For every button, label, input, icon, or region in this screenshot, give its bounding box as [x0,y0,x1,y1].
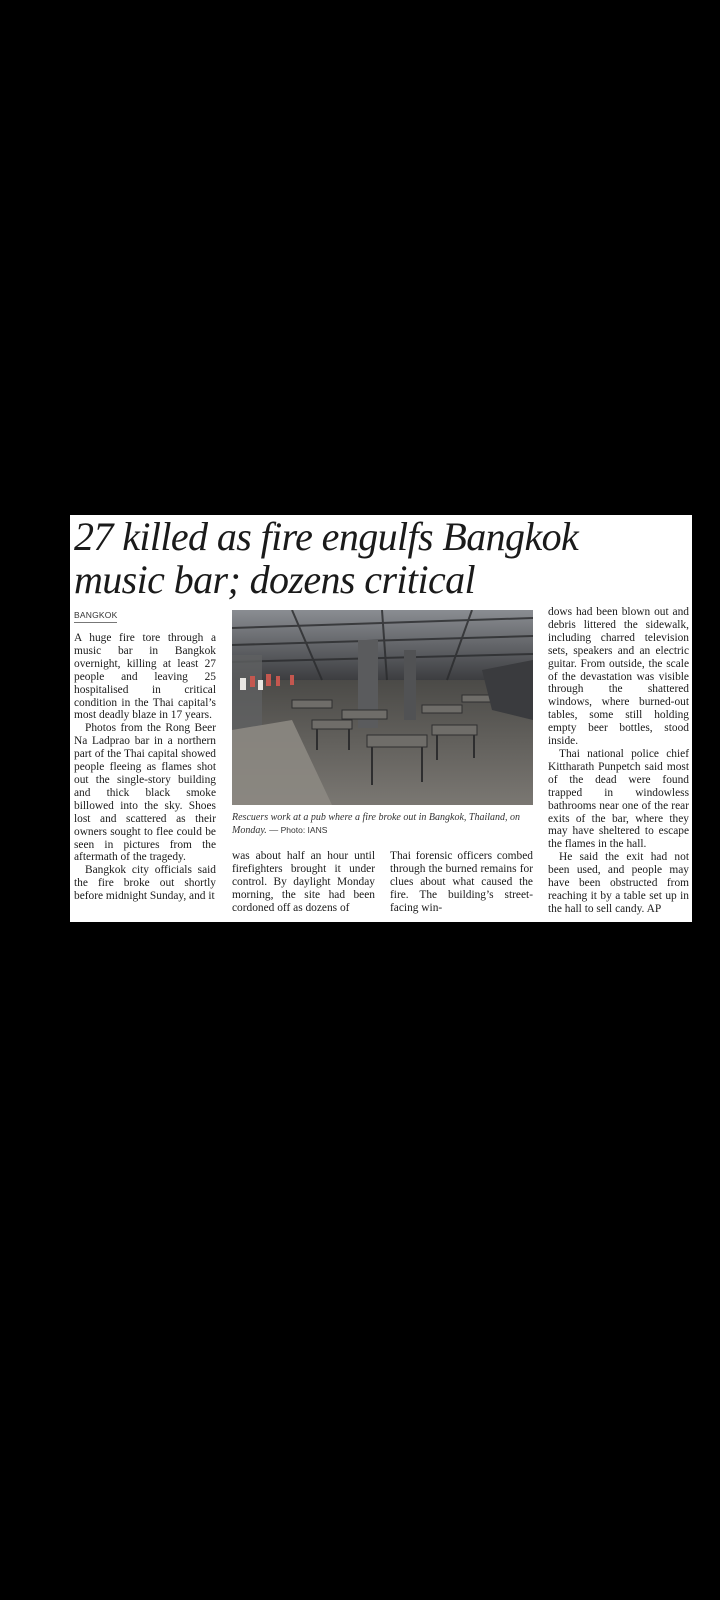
news-clipping [70,515,692,922]
column-1 [74,632,216,903]
paragraph: dows had been blown out and debris littered the sidewalk, including charred television sets, speakers and an electric guitar. From outside, the scale of the devastation was visible through the shattered windows, where burned-out tables, some still holding empty beer bottles, stood inside. [548,606,689,748]
paragraph: was about half an hour until firefighters brought it under control. By daylight Monday morning, the site had been cordoned off as dozens of [232,850,375,914]
photo-caption [232,811,533,837]
dateline: BANGKOK [74,610,117,623]
headline-line-1: 27 killed as fire engulfs Bangkok [74,515,579,559]
column-2 [232,850,375,915]
caption-text: Rescuers work at a pub where a fire broke out in Bangkok, Thailand, on Monday. — [232,812,521,836]
headline-line-2: music bar; dozens critical [74,557,476,602]
paragraph: Thai forensic officers combed through the burned remains for clues about what caused the fire. The building’s street-facing win- [390,850,533,914]
burned-bar-interior-photo [232,610,533,805]
photo-credit: Photo: IANS [280,825,328,835]
paragraph: Thai national police chief Kittharath Punpetch said most of the dead were found trapped in windowless bathrooms near one of the rear exits of the bar, where they may have sheltered to escape the flames in the hall. [548,747,689,851]
news-photo [232,610,533,805]
paragraph: Photos from the Rong Beer Na Ladprao bar in a northern part of the Thai capital showed people fleeing as flames shot out the single-story building and thick black smoke billowed into the sky. Shoes lost and scattered as their owners sought to flee could be seen in pictures from the aftermath of the tragedy. [74,722,216,864]
paragraph: He said the exit had not been used, and people may have been obstructed from reaching it by a table set up in the hall to sell candy. AP [548,851,689,915]
column-3 [390,850,533,915]
paragraph: A huge fire tore through a music bar in Bangkok overnight, killing at least 27 people and leaving 25 hospitalised in critical condition in the Thai capital’s most deadly blaze in 17 years. [74,632,216,722]
headline [74,515,686,601]
column-4 [548,606,689,916]
paragraph: Bangkok city officials said the fire broke out shortly before midnight Sunday, and it [74,864,216,903]
